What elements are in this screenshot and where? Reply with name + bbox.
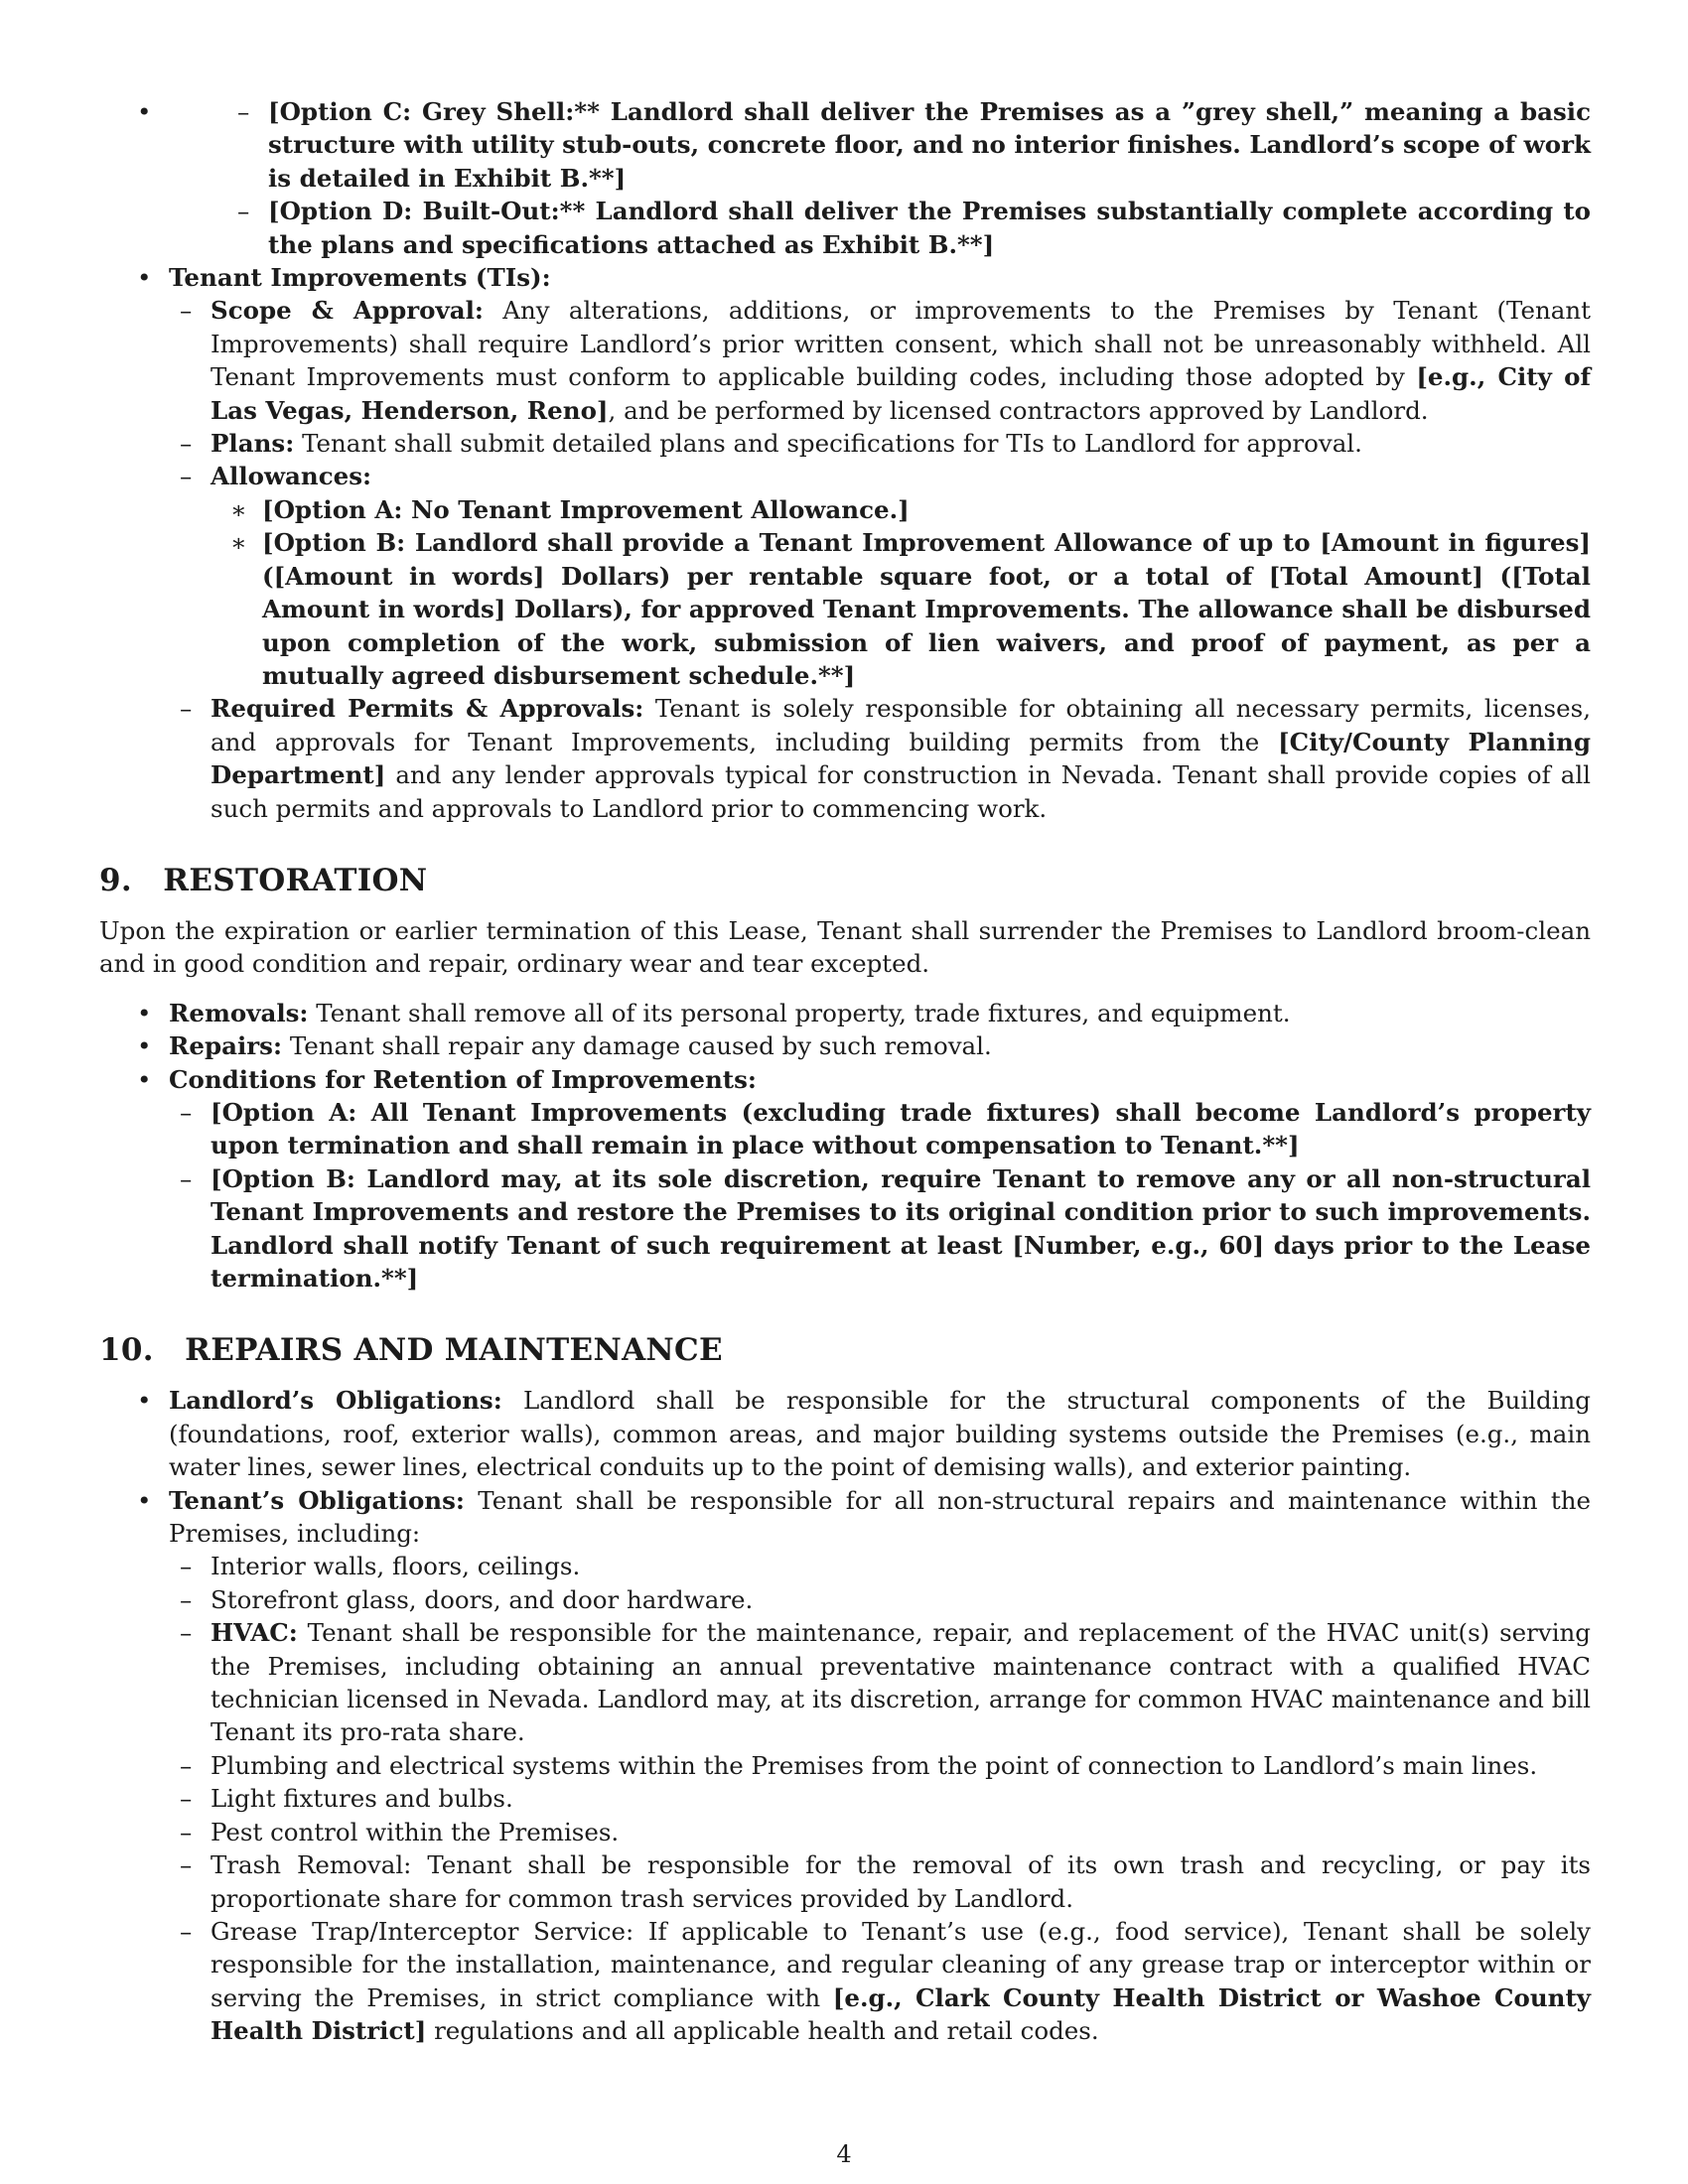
obligation-grease-trap: – Grease Trap/Interceptor Service: If applicable to Tenant’s use (e.g., food service), Tenant shall be solely responsible for the installation, maintenance, and regular cleaning of any grease trap or interceptor within or serving the Premises, in strict compliance with [e.g., Clark County Health District or Washoe County Health District] regulations and all applicable health and retail codes. (153, 1915, 1591, 2048)
obligation-plumbing: – Plumbing and electrical systems within the Premises from the point of connection to Landlord’s main lines. (153, 1749, 1591, 1782)
tenant-improvements-item: • Tenant Improvements (TIs): – Scope & Approval: Any alterations, additions, or improvements to the Premises by Tenant (Tenant Improvements) shall require Landlord’s prior written consent, which shall not be unreasonably withheld. All Tenant Improvements must conform to applicable building codes, including those adopted by [e.g., City of Las Vegas, Henderson, Reno], and be performed by licensed contractors approved by Landlord. – Plans: Tenant shall submit detailed plans and specifications for TIs to Landlord for approval. – Allowances: ∗ [Option A: No Tenant Improvement Allowance.] ∗ [Option B: Landlord shall provide a Tenant Improvement Allowance of up to [Amount in figures] ([Amount in words] Dollars) per rentable square foot, or a total of [Total Amount] ([Total Amount in words] Dollars), for approved Tenant Improvements. The allowance shall be disbursed upon completion of the work, submission of lien waivers, and proof of payment, as per a mutually agreed disbursement schedule.**] – Required Permits & Approvals: Tenant is solely responsible for obtaining all necessary permits, licenses, and approvals for Tenant Improvements, including building permits from the [City/County Planning Department] and any lender approvals typical for construction in Nevada. Tenant shall provide copies of all such permits and approvals to Landlord prior to commencing work. (99, 261, 1591, 825)
removals-item: • Removals: Tenant shall remove all of its personal property, trade fixtures, and equipment. (99, 997, 1591, 1029)
ti-sublist (153, 294, 1591, 825)
obligation-glass: – Storefront glass, doors, and door hardware. (153, 1583, 1591, 1616)
ti-scope-approval: – Scope & Approval: Any alterations, additions, or improvements to the Premises by Tenant (Tenant Improvements) shall require Landlord’s prior written consent, which shall not be unreasonably withheld. All Tenant Improvements must conform to applicable building codes, including those adopted by [e.g., City of Las Vegas, Henderson, Reno], and be performed by licensed contractors approved by Landlord. (153, 294, 1591, 427)
retention-options (153, 1096, 1591, 1295)
allowance-options (211, 493, 1591, 692)
section-9-heading: 9. RESTORATION (99, 862, 428, 898)
premises-options (99, 95, 1591, 261)
obligation-pest: – Pest control within the Premises. (153, 1816, 1591, 1848)
retention-option-b: – [Option B: Landlord may, at its sole discretion, require Tenant to remove any or all non-structural Tenant Improvements and restore the Premises to its original condition prior to such improvements. Landlord shall notify Tenant of such requirement at least [Number, e.g., 60] days prior to the Lease termination.**] (153, 1162, 1591, 1296)
tenant-obligations-sublist (153, 1550, 1591, 2047)
option-c-grey-shell: – • [Option C: Grey Shell:** Landlord shall deliver the Premises as a ”grey shell,” meaning a basic structure with utility stub-outs, concrete floor, and no interior finishes. Landlord’s scope of work is detailed in Exhibit B.**] (211, 95, 1591, 195)
tenant-obligations-item: • Tenant’s Obligations: Tenant shall be responsible for all non-structural repairs and maintenance within the Premises, including: – Interior walls, floors, ceilings. – Storefront glass, doors, and door hardware. – HVAC: Tenant shall be responsible for the maintenance, repair, and replacement of the HVAC unit(s) serving the Premises, including obtaining an annual preventative maintenance contract with a qualified HVAC technician licensed in Nevada. Landlord may, at its discretion, arrange for common HVAC maintenance and bill Tenant its pro-rata share. – Plumbing and electrical systems within the Premises from the point of connection to Landlord’s main lines. – Light fixtures and bulbs. – Pest control within the Premises. – Trash Removal: Tenant shall be responsible for the removal of its own trash and recycling, or pay its proportionate share for common trash services provided by Landlord. – Grease Trap/Interceptor Service: If applicable to Tenant’s use (e.g., food service), Tenant shall be solely responsible for the installation, maintenance, and regular cleaning of any grease trap or interceptor within or serving the Premises, in strict compliance with [e.g., Clark County Health District or Washoe County Health District] regulations and all applicable health and retail codes. (99, 1484, 1591, 2048)
section-10-list (99, 1384, 1591, 2047)
retention-option-a: – [Option A: All Tenant Improvements (excluding trade fixtures) shall become Landlord’s property upon termination and shall remain in place without compensation to Tenant.**] (153, 1096, 1591, 1162)
continuation-wrapper (99, 95, 1591, 261)
obligation-hvac: – HVAC: Tenant shall be responsible for the maintenance, repair, and replacement of the HVAC unit(s) serving the Premises, including obtaining an annual preventative maintenance contract with a qualified HVAC technician licensed in Nevada. Landlord may, at its discretion, arrange for common HVAC maintenance and bill Tenant its pro-rata share. (153, 1616, 1591, 1749)
section-9-list (99, 997, 1591, 1296)
obligation-walls: – Interior walls, floors, ceilings. (153, 1550, 1591, 1582)
landlord-obligations-item: • Landlord’s Obligations: Landlord shall be responsible for the structural components of the Building (foundations, roof, exterior walls), common areas, and major building systems outside the Premises (e.g., main water lines, sewer lines, electrical conduits up to the point of demising walls), and exterior painting. (99, 1384, 1591, 1483)
ti-required-permits: – Required Permits & Approvals: Tenant is solely responsible for obtaining all necessary permits, licenses, and approvals for Tenant Improvements, including building permits from the [City/County Planning Department] and any lender approvals typical for construction in Nevada. Tenant shall provide copies of all such permits and approvals to Landlord prior to commencing work. (153, 692, 1591, 825)
ti-allowances: – Allowances: ∗ [Option A: No Tenant Improvement Allowance.] ∗ [Option B: Landlord shall provide a Tenant Improvement Allowance of up to [Amount in figures] ([Amount in words] Dollars) per rentable square foot, or a total of [Total Amount] ([Total Amount in words] Dollars), for approved Tenant Improvements. The allowance shall be disbursed upon completion of the work, submission of lien waivers, and proof of payment, as per a mutually agreed disbursement schedule.**] (153, 460, 1591, 692)
repairs-item: • Repairs: Tenant shall repair any damage caused by such removal. (99, 1029, 1591, 1062)
option-d-built-out: – [Option D: Built-Out:** Landlord shall deliver the Premises substantially complete according to the plans and specifications attached as Exhibit B.**] (211, 195, 1591, 261)
ti-plans: – Plans: Tenant shall submit detailed plans and specifications for TIs to Landlord for approval. (153, 427, 1591, 460)
obligation-light: – Light fixtures and bulbs. (153, 1782, 1591, 1815)
allowance-option-a: ∗ [Option A: No Tenant Improvement Allowance.] (211, 493, 1591, 526)
allowance-option-b: ∗ [Option B: Landlord shall provide a Tenant Improvement Allowance of up to [Amount in figures] ([Amount in words] Dollars) per rentable square foot, or a total of [Total Amount] ([Total Amount in words] Dollars), for approved Tenant Improvements. The allowance shall be disbursed upon completion of the work, submission of lien waivers, and proof of payment, as per a mutually agreed disbursement schedule.**] (211, 526, 1591, 692)
retention-conditions-item: • Conditions for Retention of Improvements: – [Option A: All Tenant Improvements (excluding trade fixtures) shall become Landlord’s property upon termination and shall remain in place without compensation to Tenant.**] – [Option B: Landlord may, at its sole discretion, require Tenant to remove any or all non-structural Tenant Improvements and restore the Premises to its original condition prior to such improvements. Landlord shall notify Tenant of such requirement at least [Number, e.g., 60] days prior to the Lease termination.**] (99, 1063, 1591, 1296)
page-number: 4 (836, 2140, 852, 2168)
obligation-trash: – Trash Removal: Tenant shall be responsible for the removal of its own trash and recycling, or pay its proportionate share for common trash services provided by Landlord. (153, 1848, 1591, 1915)
section-10-heading: 10. REPAIRS AND MAINTENANCE (99, 1332, 723, 1369)
document-page (99, 95, 1591, 2048)
continuation-list (99, 95, 1591, 825)
section-9-intro: Upon the expiration or earlier termination of this Lease, Tenant shall surrender the Premises to Landlord broom-clean and in good condition and repair, ordinary wear and tear excepted. (99, 915, 1591, 979)
